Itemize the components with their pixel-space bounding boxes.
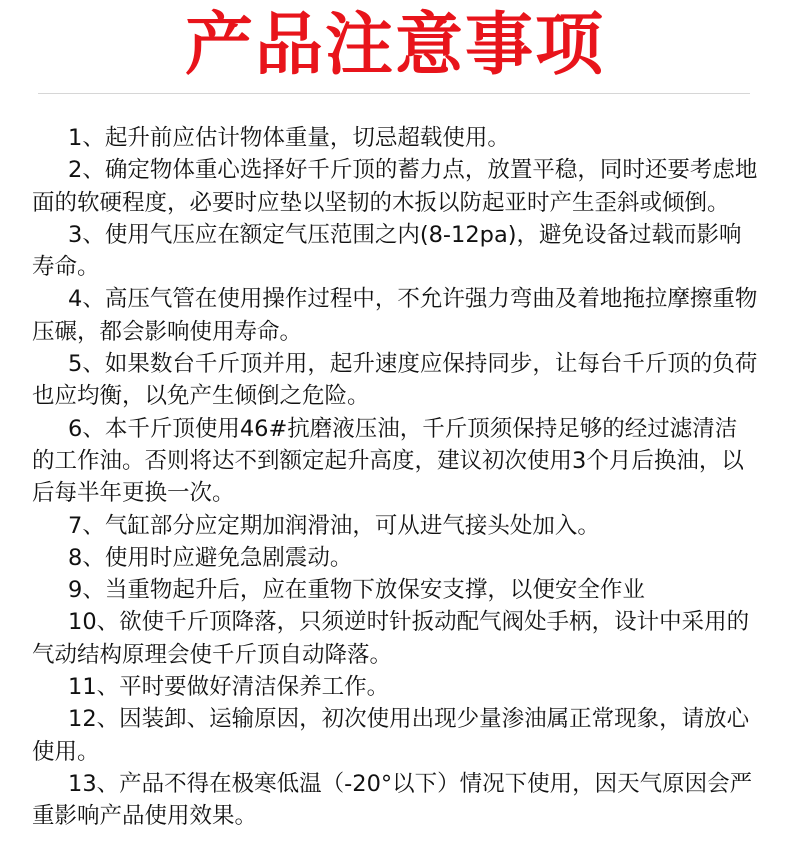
- note-item-8: 8、使用时应避免急剧震动。: [68, 544, 353, 571]
- title-divider: [38, 93, 750, 94]
- note-item-9: 9、当重物起升后，应在重物下放保安支撑，以便安全作业: [68, 577, 645, 604]
- note-item-12: 12、因装卸、运输原因，初次使用出现少量渗油属正常现象，请放心使用。: [32, 706, 750, 765]
- note-item-13: 13、产品不得在极寒低温（-20°以下）情况下使用，因天气原因会严重影响产品使用效果。: [32, 770, 753, 830]
- note-item-3: 3、使用气压应在额定气压范围之内(8-12pa)，避免设备过载而影响寿命。: [32, 221, 742, 281]
- page-title: 产品注意事项: [184, 6, 605, 85]
- note-item-4: 4、高压气管在使用操作过程中，不允许强力弯曲及着地拖拉摩擦重物压碾，都会影响使用寿命。: [32, 286, 758, 345]
- note-item-6: 6、本千斤顶使用46#抗磨液压油，千斤顶须保持足够的经过滤清洁的工作油。否则将达不到额定起升高度，建议初次使用3个月后换油，以后每半年更换一次。: [32, 415, 744, 507]
- note-item-5: 5、如果数台千斤顶并用，起升速度应保持同步，让每台千斤顶的负荷也应均衡，以免产生倾倒之危险。: [32, 351, 758, 410]
- note-item-1: 1、起升前应估计物体重量，切忌超载使用。: [68, 125, 510, 151]
- note-item-2: 2、确定物体重心选择好千斤顶的蓄力点，放置平稳，同时还要考虑地面的软硬程度，必要时应垫以坚韧的木扳以防起亚时产生歪斜或倾倒。: [32, 157, 758, 216]
- note-item-10: 10、欲使千斤顶降落，只须逆时针扳动配气阀处手柄，设计中采用的气动结构原理会使千斤顶自动降落。: [32, 609, 750, 668]
- notes-list: [32, 122, 758, 833]
- note-item-11: 11、平时要做好清洁保养工作。: [68, 674, 390, 701]
- note-item-7: 7、气缸部分应定期加润滑油，可从进气接头处加入。: [68, 512, 600, 539]
